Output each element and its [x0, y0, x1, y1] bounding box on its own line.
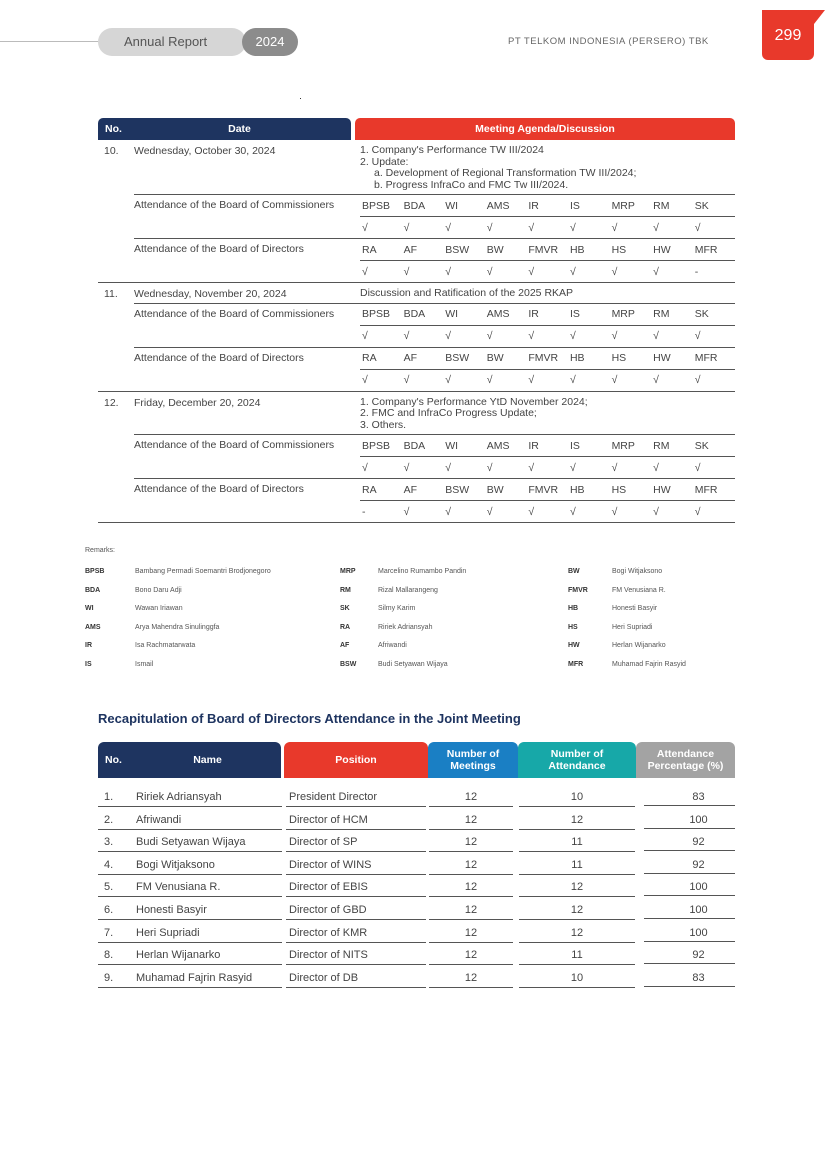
- board-of-commissioners-attendance: [134, 194, 735, 238]
- attendance-mark: √: [403, 265, 410, 278]
- remark-name: Arya Mahendra Sinulinggfa: [135, 623, 220, 631]
- member-code: BPSB: [362, 308, 391, 320]
- recap-cell-name: Honesti Basyir: [134, 900, 282, 920]
- recap-cell-attendance: 11: [519, 832, 635, 852]
- recap-cell-name: Bogi Witjaksono: [134, 855, 282, 875]
- recap-table-row: [98, 877, 735, 897]
- recap-cell-name: Muhamad Fajrin Rasyid: [134, 968, 282, 988]
- recap-table-row: [98, 968, 735, 988]
- attendance-codes-row: [360, 479, 735, 501]
- attendance-mark: √: [403, 374, 410, 386]
- recap-cell-no: 2.: [98, 810, 136, 830]
- remark-name: FM Venusiana R.: [612, 586, 666, 594]
- remark-code: MFR: [568, 661, 584, 668]
- attendance-grid: [360, 348, 735, 391]
- meeting-number: 12.: [104, 396, 119, 409]
- recap-cell-name: Budi Setyawan Wijaya: [134, 832, 282, 852]
- member-code: RA: [362, 243, 377, 256]
- recap-col-percentage: Attendance Percentage (%): [636, 742, 735, 778]
- attendance-mark: √: [486, 505, 493, 518]
- member-code: IR: [528, 308, 539, 320]
- remark-name: Herlan Wijanarko: [612, 642, 666, 650]
- recap-col-meetings: Number of Meetings: [428, 742, 518, 778]
- member-code: WI: [445, 439, 459, 452]
- recap-cell-attendance: 12: [519, 900, 635, 920]
- board-of-commissioners-attendance: [134, 434, 735, 478]
- member-code: HW: [653, 243, 671, 256]
- agenda-item: 3. Others.: [360, 418, 407, 431]
- agenda-item: 1. Company's Performance YtD November 2024;: [360, 395, 588, 408]
- remark-code: WI: [85, 605, 94, 613]
- recap-cell-position: Director of DB: [286, 968, 426, 988]
- attendance-grid: [360, 304, 735, 347]
- meeting-number: 10.: [104, 145, 119, 157]
- attendance-marks-row: [360, 261, 735, 282]
- remark-code: BPSB: [85, 568, 105, 575]
- attendance-mark: √: [445, 221, 451, 234]
- agenda-item: b. Progress InfraCo and FMC Tw III/2024.: [374, 178, 569, 191]
- remark-name: Honesti Basyir: [612, 605, 658, 613]
- recap-table-row: [98, 855, 735, 875]
- member-code: BPSB: [362, 199, 391, 212]
- attendance-grid: [360, 435, 735, 478]
- attendance-label: Attendance of the Board of Commissioners: [134, 439, 335, 451]
- attendance-mark: √: [569, 505, 576, 518]
- member-code: MFR: [694, 243, 718, 256]
- attendance-mark: √: [569, 374, 576, 386]
- member-code: SK: [694, 199, 709, 212]
- recap-cell-meetings: 12: [429, 923, 513, 943]
- member-code: SK: [694, 308, 709, 320]
- company-name: PT TELKOM INDONESIA (PERSERO) TBK: [508, 36, 709, 47]
- attendance-mark: √: [611, 505, 618, 518]
- attendance-mark: √: [362, 265, 368, 278]
- meeting-row: [98, 283, 735, 392]
- meeting-summary: [98, 140, 735, 194]
- recap-cell-meetings: 12: [429, 945, 513, 965]
- meeting-agenda: [360, 283, 735, 303]
- recap-cell-name: Herlan Wijanarko: [134, 945, 282, 965]
- remark-code: HB: [568, 605, 579, 613]
- remark-name: Budi Setyawan Wijaya: [378, 661, 448, 668]
- agenda-item: 2. FMC and InfraCo Progress Update;: [360, 407, 537, 419]
- member-code: BSW: [445, 352, 470, 364]
- attendance-mark: √: [528, 330, 535, 342]
- report-label: Annual Report: [98, 28, 246, 56]
- recap-cell-attendance: 12: [519, 923, 635, 943]
- recap-cell-percentage: 92: [644, 832, 735, 851]
- remark-code: RA: [340, 623, 351, 631]
- member-code: MFR: [694, 352, 718, 364]
- remark-code: IR: [85, 642, 92, 650]
- attendance-mark: √: [445, 461, 451, 474]
- recap-table-row: [98, 945, 735, 965]
- recap-cell-attendance: 11: [519, 855, 635, 875]
- recap-cell-no: 7.: [98, 923, 136, 943]
- recap-cell-no: 5.: [98, 877, 136, 897]
- attendance-mark: √: [528, 461, 535, 474]
- recap-table-row: [98, 787, 735, 807]
- attendance-mark: √: [486, 221, 493, 234]
- recap-cell-meetings: 12: [429, 900, 513, 920]
- recap-cell-position: Director of GBD: [286, 900, 426, 920]
- member-code: AMS: [486, 199, 510, 212]
- recap-table-row: [98, 810, 735, 830]
- member-code: MRP: [611, 439, 635, 452]
- attendance-mark: √: [611, 265, 618, 278]
- member-code: HB: [569, 243, 585, 256]
- attendance-mark: √: [653, 265, 659, 278]
- attendance-mark: √: [528, 505, 535, 518]
- agenda-item: a. Development of Regional Transformation TW III/2024;: [374, 167, 637, 179]
- meetings-table-header: [98, 118, 735, 140]
- member-code: MRP: [611, 308, 635, 320]
- recap-table: [98, 742, 735, 990]
- recap-cell-attendance: 10: [519, 787, 635, 807]
- attendance-mark: √: [569, 265, 576, 278]
- recap-cell-position: Director of NITS: [286, 945, 426, 965]
- recap-col-position: Position: [284, 742, 428, 778]
- attendance-mark: √: [694, 374, 701, 386]
- attendance-mark: √: [694, 330, 701, 342]
- attendance-mark: √: [403, 330, 410, 342]
- recap-cell-position: Director of KMR: [286, 923, 426, 943]
- member-code: IR: [528, 199, 539, 212]
- remark-code: AF: [340, 642, 350, 650]
- attendance-marks-row: [360, 217, 735, 238]
- recap-cell-percentage: 100: [644, 900, 735, 919]
- col-agenda-header: Meeting Agenda/Discussion: [355, 118, 735, 140]
- remark-code: FMVR: [568, 586, 588, 594]
- member-code: RA: [362, 483, 377, 496]
- agenda-item: 1. Company's Performance TW III/2024: [360, 144, 544, 156]
- recap-cell-percentage: 100: [644, 923, 735, 942]
- attendance-mark: √: [694, 461, 701, 474]
- recap-cell-meetings: 12: [429, 855, 513, 875]
- page-number: 299: [762, 10, 814, 60]
- remark-code: AMS: [85, 623, 101, 631]
- member-code: FMVR: [528, 352, 559, 364]
- recap-cell-name: Afriwandi: [134, 810, 282, 830]
- attendance-mark: √: [362, 221, 368, 234]
- remark-code: SK: [340, 605, 350, 613]
- member-code: WI: [445, 199, 459, 212]
- member-code: HB: [569, 352, 585, 364]
- remark-code: IS: [85, 661, 92, 668]
- member-code: MFR: [694, 483, 718, 496]
- member-code: BDA: [403, 439, 426, 452]
- agenda-item: 2. Update:: [360, 155, 409, 168]
- attendance-mark: √: [611, 330, 618, 342]
- remark-name: Isa Rachmatarwata: [135, 642, 196, 650]
- attendance-mark: √: [362, 374, 368, 386]
- recap-cell-no: 4.: [98, 855, 136, 875]
- remark-code: BW: [568, 568, 580, 575]
- attendance-grid: [360, 195, 735, 238]
- recap-table-header: [98, 742, 735, 778]
- recap-cell-percentage: 83: [644, 787, 735, 806]
- attendance-mark: √: [528, 374, 535, 386]
- attendance-mark: √: [653, 461, 659, 474]
- recap-cell-position: Director of SP: [286, 832, 426, 852]
- attendance-mark: √: [486, 461, 493, 474]
- remark-name: Rizal Mallarangeng: [378, 586, 438, 594]
- header-rule: [0, 41, 100, 42]
- recap-cell-attendance: 11: [519, 945, 635, 965]
- col-no-header: No.: [98, 118, 128, 140]
- member-code: RA: [362, 352, 377, 364]
- member-code: IS: [569, 308, 580, 320]
- recap-cell-percentage: 83: [644, 968, 735, 987]
- member-code: IS: [569, 439, 580, 452]
- recap-cell-position: Director of HCM: [286, 810, 426, 830]
- recap-cell-meetings: 12: [429, 810, 513, 830]
- meeting-summary: [98, 392, 735, 435]
- remark-name: Bambang Permadi Soemantri Brodjonegoro: [135, 568, 271, 575]
- recap-cell-position: Director of WINS: [286, 855, 426, 875]
- remark-name: Marcelino Rumambo Pandin: [378, 568, 467, 575]
- member-code: BSW: [445, 243, 470, 256]
- remark-name: Ismail: [135, 661, 154, 668]
- member-code: RM: [653, 439, 670, 452]
- member-code: IS: [569, 199, 580, 212]
- attendance-marks-row: [360, 370, 735, 391]
- board-of-commissioners-attendance: [134, 303, 735, 347]
- meeting-date: Wednesday, October 30, 2024: [134, 145, 276, 157]
- attendance-mark: √: [569, 330, 576, 342]
- agenda-item: Discussion and Ratification of the 2025 RKAP: [360, 287, 574, 299]
- attendance-mark: √: [653, 505, 659, 518]
- attendance-mark: √: [486, 330, 493, 342]
- meeting-agenda: [360, 392, 735, 435]
- attendance-codes-row: [360, 239, 735, 261]
- attendance-mark: √: [653, 330, 659, 342]
- attendance-mark: √: [569, 461, 576, 474]
- member-code: IR: [528, 439, 539, 452]
- member-code: FMVR: [528, 483, 559, 496]
- member-code: SK: [694, 439, 709, 452]
- recap-cell-percentage: 92: [644, 855, 735, 874]
- recap-col-attendance: Number of Attendance: [518, 742, 636, 778]
- member-code: FMVR: [528, 243, 559, 256]
- recap-cell-percentage: 100: [644, 877, 735, 896]
- attendance-mark: √: [653, 221, 659, 234]
- remark-code: BSW: [340, 661, 357, 668]
- attendance-mark: √: [569, 221, 576, 234]
- member-code: BW: [486, 483, 504, 496]
- attendance-codes-row: [360, 195, 735, 217]
- attendance-mark: √: [403, 461, 410, 474]
- board-of-directors-attendance: [134, 238, 735, 282]
- recap-cell-name: Ririek Adriansyah: [134, 787, 282, 807]
- attendance-marks-row: [360, 457, 735, 478]
- attendance-mark: √: [528, 221, 535, 234]
- remark-code: HW: [568, 642, 580, 650]
- remark-name: Silmy Karim: [378, 605, 416, 613]
- meeting-date: Wednesday, November 20, 2024: [134, 288, 287, 300]
- attendance-mark: √: [403, 505, 410, 518]
- attendance-mark: -: [694, 265, 699, 278]
- attendance-mark: √: [445, 505, 451, 518]
- remark-name: Heri Supriadi: [612, 623, 653, 631]
- meetings-body: [98, 140, 735, 523]
- member-code: BDA: [403, 199, 426, 212]
- member-code: BDA: [403, 308, 426, 320]
- remark-name: Bono Daru Adji: [135, 586, 182, 594]
- attendance-codes-row: [360, 348, 735, 370]
- remarks-title: Remarks:: [85, 547, 115, 554]
- attendance-mark: √: [694, 505, 701, 518]
- attendance-mark: √: [362, 330, 368, 342]
- remark-code: BDA: [85, 586, 101, 594]
- remark-name: Afriwandi: [378, 642, 407, 650]
- member-code: AF: [403, 483, 418, 496]
- recap-cell-no: 3.: [98, 832, 136, 852]
- member-code: AMS: [486, 439, 510, 452]
- attendance-mark: √: [403, 221, 410, 234]
- recap-table-row: [98, 923, 735, 943]
- remark-name: Ririek Adriansyah: [378, 623, 433, 631]
- meetings-table: [98, 118, 735, 523]
- meeting-number: 11.: [104, 288, 118, 300]
- recap-cell-attendance: 12: [519, 877, 635, 897]
- recap-cell-no: 6.: [98, 900, 136, 920]
- attendance-mark: √: [653, 374, 659, 386]
- attendance-mark: √: [445, 265, 451, 278]
- attendance-codes-row: [360, 435, 735, 457]
- attendance-mark: √: [362, 461, 368, 474]
- recap-cell-no: 8.: [98, 945, 136, 965]
- remark-name: Muhamad Fajrin Rasyid: [612, 661, 686, 668]
- member-code: HS: [611, 483, 627, 496]
- attendance-label: Attendance of the Board of Commissioners: [134, 307, 335, 320]
- recap-col-no: No.: [98, 742, 134, 778]
- recap-cell-attendance: 10: [519, 968, 635, 988]
- recap-cell-attendance: 12: [519, 810, 635, 830]
- attendance-codes-row: [360, 304, 735, 326]
- attendance-label: Attendance of the Board of Directors: [134, 483, 304, 495]
- recap-cell-percentage: 100: [644, 810, 735, 829]
- member-code: HS: [611, 243, 627, 256]
- remark-code: RM: [340, 586, 351, 594]
- member-code: BW: [486, 243, 504, 256]
- member-code: BPSB: [362, 439, 391, 452]
- attendance-label: Attendance of the Board of Directors: [134, 243, 304, 255]
- attendance-mark: √: [694, 221, 701, 234]
- meeting-row: [98, 140, 735, 283]
- attendance-mark: √: [486, 374, 493, 386]
- col-date-header: Date: [128, 118, 351, 140]
- recap-table-row: [98, 900, 735, 920]
- member-code: HS: [611, 352, 627, 364]
- attendance-mark: -: [362, 505, 366, 518]
- recap-cell-meetings: 12: [429, 877, 513, 897]
- recap-cell-position: Director of EBIS: [286, 877, 426, 897]
- recap-body: [98, 778, 735, 988]
- attendance-mark: √: [611, 221, 618, 234]
- attendance-label: Attendance of the Board of Directors: [134, 351, 304, 364]
- meeting-row: [98, 392, 735, 524]
- member-code: AF: [403, 243, 418, 256]
- member-code: AF: [403, 352, 418, 364]
- attendance-grid: [360, 479, 735, 522]
- recap-col-name: Name: [134, 742, 281, 778]
- recap-cell-position: President Director: [286, 787, 426, 807]
- attendance-grid: [360, 239, 735, 282]
- meeting-date: Friday, December 20, 2024: [134, 396, 261, 409]
- attendance-mark: √: [486, 265, 493, 278]
- recap-cell-percentage: 92: [644, 945, 735, 964]
- attendance-mark: √: [445, 330, 451, 342]
- recap-cell-meetings: 12: [429, 832, 513, 852]
- recap-cell-meetings: 12: [429, 968, 513, 988]
- member-code: MRP: [611, 199, 635, 212]
- member-code: RM: [653, 308, 670, 320]
- attendance-mark: √: [611, 374, 618, 386]
- remark-name: Wawan Iriawan: [135, 605, 183, 613]
- recap-cell-meetings: 12: [429, 787, 513, 807]
- member-code: BW: [486, 352, 504, 364]
- remark-name: Bogi Witjaksono: [612, 568, 663, 575]
- member-code: HW: [653, 483, 671, 496]
- attendance-mark: √: [445, 374, 451, 386]
- meeting-agenda: [360, 140, 735, 194]
- stray-dot: [300, 98, 301, 99]
- remark-code: MRP: [340, 568, 356, 575]
- recap-cell-no: 1.: [98, 787, 136, 807]
- member-code: WI: [445, 308, 459, 320]
- member-code: HB: [569, 483, 585, 496]
- recap-cell-no: 9.: [98, 968, 136, 988]
- remark-code: HS: [568, 623, 578, 631]
- member-code: HW: [653, 352, 671, 364]
- attendance-mark: √: [528, 265, 535, 278]
- recap-table-row: [98, 832, 735, 852]
- attendance-marks-row: [360, 501, 735, 522]
- attendance-marks-row: [360, 326, 735, 347]
- recap-title: Recapitulation of Board of Directors Attendance in the Joint Meeting: [98, 711, 521, 726]
- member-code: BSW: [445, 483, 470, 496]
- meeting-summary: [98, 283, 735, 303]
- attendance-mark: √: [611, 461, 618, 474]
- board-of-directors-attendance: [134, 347, 735, 391]
- attendance-label: Attendance of the Board of Commissioners: [134, 199, 335, 211]
- recap-cell-name: FM Venusiana R.: [134, 877, 282, 897]
- member-code: RM: [653, 199, 670, 212]
- recap-cell-name: Heri Supriadi: [134, 923, 282, 943]
- board-of-directors-attendance: [134, 478, 735, 522]
- report-year: 2024: [242, 28, 298, 56]
- member-code: AMS: [486, 308, 510, 320]
